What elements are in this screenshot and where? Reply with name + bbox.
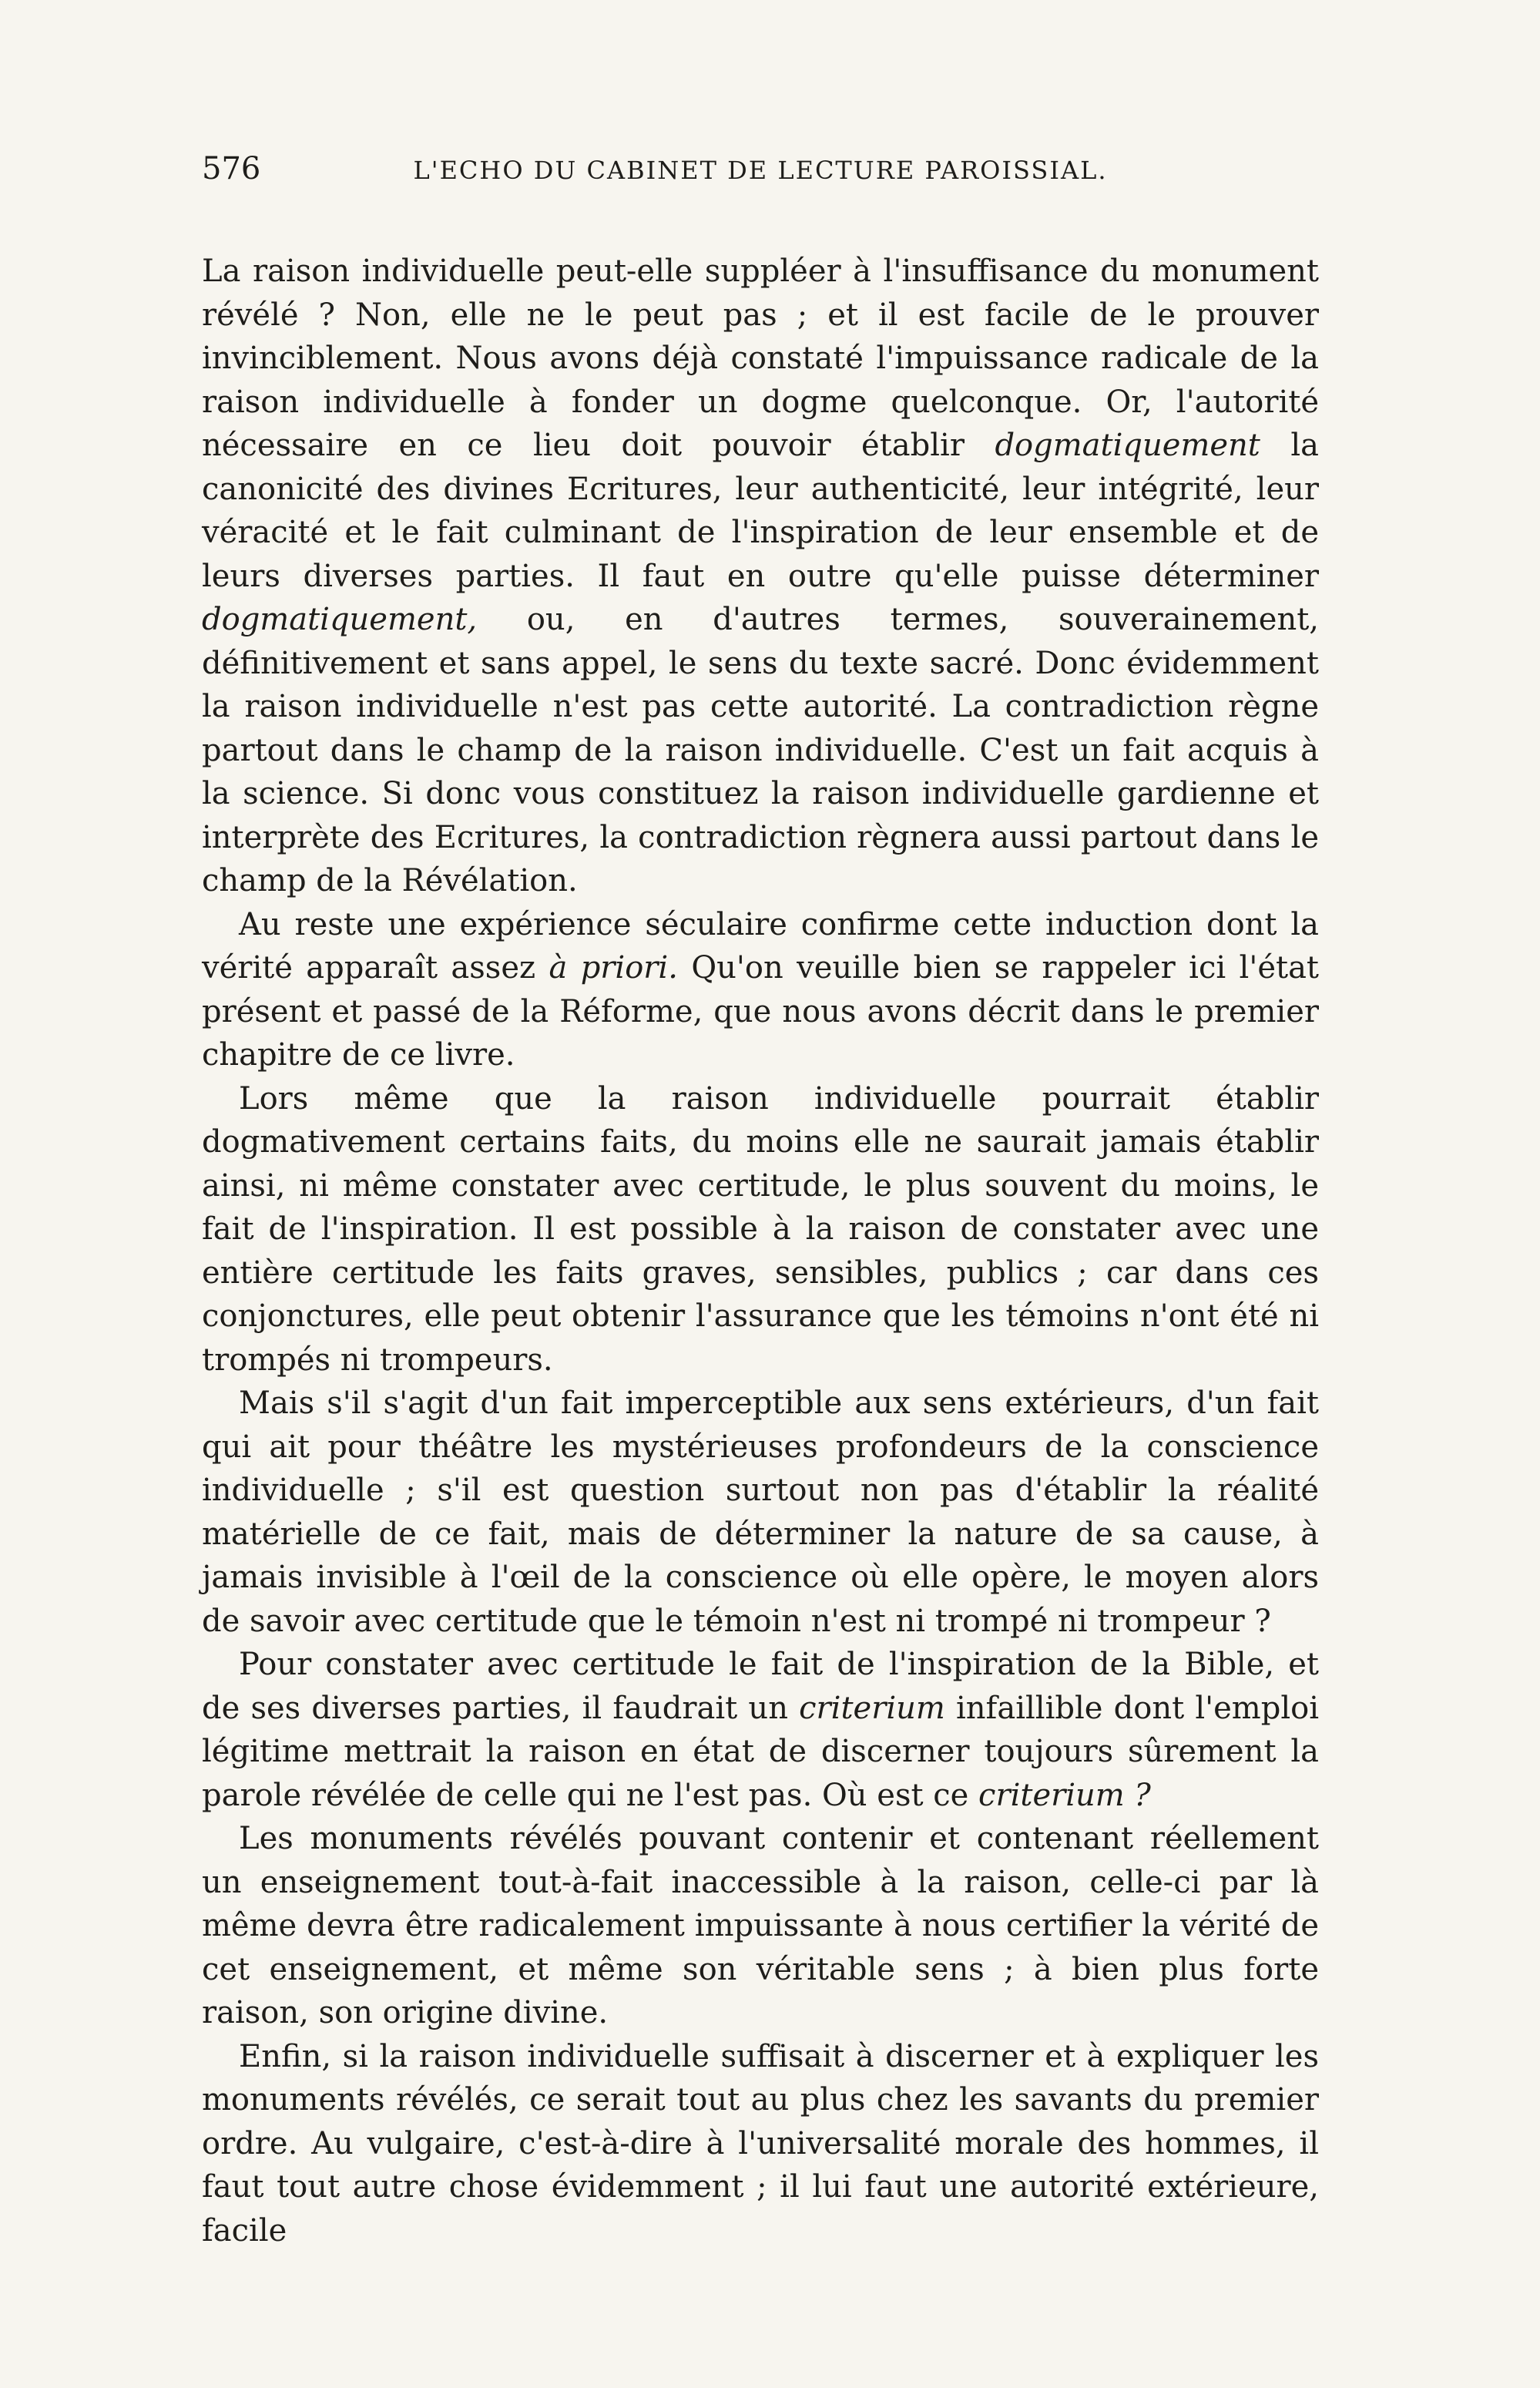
text-run: Lors même que la raison individuelle pourrait établir dogmativement certains faits, du moins elle ne saurait jamais établir ainsi, ni même constater avec certitude, le plus souvent du moins, le fait de l'inspiration. Il est possible à la raison de constater avec une entière certitude les faits graves, sensibles, publics ; car dans ces conjonctures, elle peut obtenir l'assurance que les témoins n'ont été ni trompés ni trompeurs. bbox=[202, 1080, 1319, 1378]
paragraph bbox=[202, 2035, 1319, 2253]
italic-run: à priori. bbox=[549, 950, 678, 986]
text-run: infaillible dont l'emploi légitime mettrait la raison en état de discerner toujours sûrement la parole révélée de celle qui ne l'est pas. Où est ce bbox=[202, 1690, 1320, 1813]
paragraph bbox=[202, 1817, 1319, 2035]
paragraph bbox=[202, 1077, 1319, 1382]
text-run: Pour constater avec certitude le fait de l'inspiration de la Bible, et de ses diverses parties, il faudrait un bbox=[202, 1647, 1319, 1726]
page-header bbox=[202, 151, 1319, 205]
running-head: L'ECHO DU CABINET DE LECTURE PAROISSIAL. bbox=[413, 156, 1108, 185]
page-body bbox=[202, 250, 1319, 2252]
book-page bbox=[202, 151, 1319, 2252]
paragraph bbox=[202, 250, 1319, 903]
italic-run: dogmatiquement bbox=[995, 428, 1260, 463]
italic-run: dogmatiquement, bbox=[202, 602, 478, 637]
paragraph bbox=[202, 1643, 1319, 1817]
text-run: Enfin, si la raison individuelle suffisait à discerner et à expliquer les monuments révélés, ce serait tout au plus chez les savants du premier ordre. Au vulgaire, c'est-à-dire à l'universalité morale des hommes, il faut tout autre chose évidemment ; il lui faut une autorité extérieure, facile bbox=[202, 2038, 1319, 2249]
paragraph bbox=[202, 903, 1319, 1077]
paragraph bbox=[202, 1382, 1319, 1643]
text-run: Les monuments révélés pouvant contenir et contenant réellement un enseignement tout-à-fait inaccessible à la raison, celle-ci par là même devra être radicalement impuissante à nous certifier la vérité de cet enseignement, et même son véritable sens ; à bien plus forte raison, son origine divine. bbox=[202, 1821, 1319, 2030]
italic-run: criterium ? bbox=[978, 1777, 1151, 1813]
text-run: ou, en d'autres termes, souverainement, définitivement et sans appel, le sens du texte sacré. Donc évidemment la raison individuelle n'est pas cette autorité. La contradiction règne partout dans le champ de la raison individuelle. C'est un fait acquis à la science. Si donc vous constituez la raison individuelle gardienne et interprète des Ecritures, la contradiction règnera aussi partout dans le champ de la Révélation. bbox=[202, 602, 1319, 898]
text-run: la canonicité des divines Ecritures, leur authenticité, leur intégrité, leur véracité et le fait culminant de l'inspiration de leur ensemble et de leurs diverses parties. Il faut en outre qu'elle puisse déterminer bbox=[202, 428, 1320, 594]
text-run: Mais s'il s'agit d'un fait imperceptible aux sens extérieurs, d'un fait qui ait pour théâtre les mystérieuses profondeurs de la conscience individuelle ; s'il est question surtout non pas d'établir la réalité matérielle de ce fait, mais de déterminer la nature de sa cause, à jamais invisible à l'œil de la conscience où elle opère, le moyen alors de savoir avec certitude que le témoin n'est ni trompé ni trompeur ? bbox=[202, 1385, 1319, 1639]
page-number: 576 bbox=[202, 151, 261, 186]
italic-run: criterium bbox=[799, 1690, 945, 1726]
text-run: Qu'on veuille bien se rappeler ici l'état présent et passé de la Réforme, que nous avons décrit dans le premier chapitre de ce livre. bbox=[202, 950, 1319, 1073]
text-run: La raison individuelle peut-elle suppléer à l'insuffisance du monument révélé ? Non, elle ne le peut pas ; et il est facile de le prouver invinciblement. Nous avons déjà constaté l'impuissance radicale de la raison individuelle à fonder un dogme quelconque. Or, l'autorité nécessaire en ce lieu doit pouvoir établir bbox=[202, 254, 1319, 463]
text-run: Au reste une expérience séculaire confirme cette induction dont la vérité apparaît assez bbox=[202, 906, 1319, 986]
